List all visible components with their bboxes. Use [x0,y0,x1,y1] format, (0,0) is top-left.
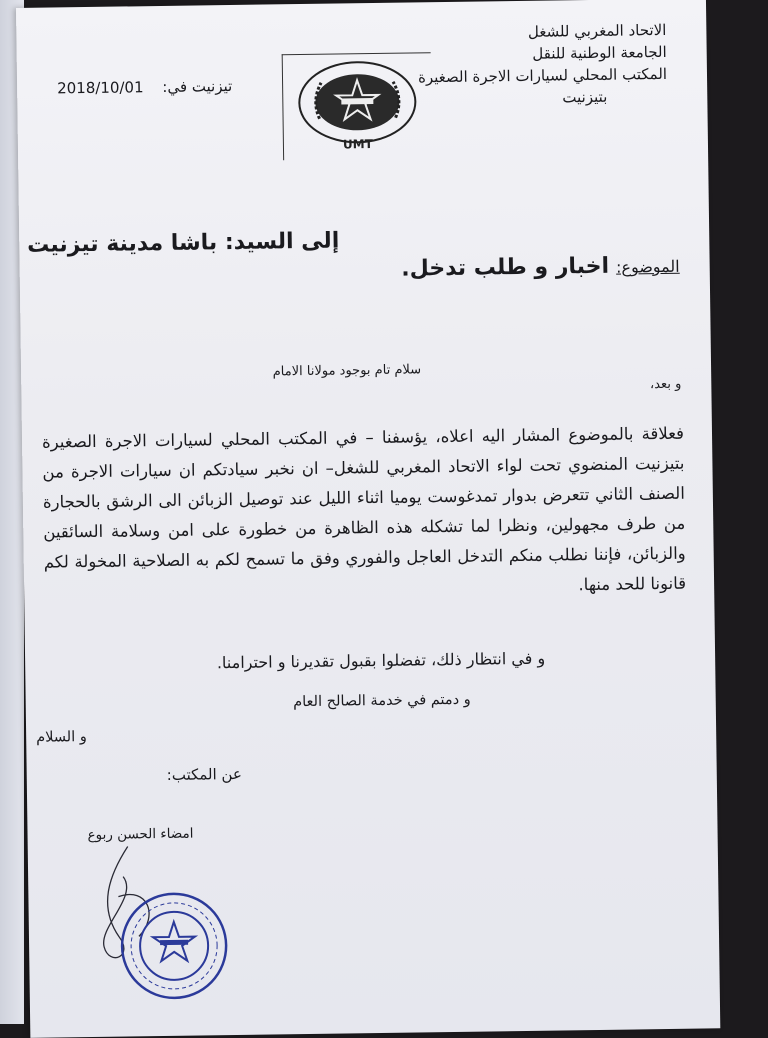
logo-initials: UMT [342,137,373,152]
umt-logo-icon [291,59,424,153]
letterhead-line-1: الاتحاد المغربي للشغل [527,20,667,41]
subject-line [401,253,680,282]
signature-label: امضاء الحسن ربوع [87,825,194,844]
salutation: و بعد، [649,376,682,393]
date-value: 2018/10/01 [57,78,144,98]
letterhead [417,19,667,110]
date-line [57,77,232,97]
official-stamp-icon [88,835,250,1007]
letter-page [16,0,720,1038]
greeting: سلام تام بوجود مولانا الامام [272,362,422,380]
letterhead-line-3: المكتب المحلي لسيارات الاجرة الصغيرة [417,64,668,87]
date-label: تيزنيت في: [162,76,233,96]
letterhead-line-4: بتيزنيت [562,87,608,107]
wassalam: و السلام [36,729,87,746]
closing-line-2: و دمتم في خدمة الصالح العام [293,691,471,711]
subject-label: الموضوع: [615,256,680,277]
subject-value: اخبار و طلب تدخل. [401,253,610,282]
logo-frame [282,52,432,160]
letter-body: فعلاقة بالموضوع المشار اليه اعلاه، يؤسفنا – في المكتب المحلي لسيارات الاجرة الصغيرة بتيزنيت المنضوي تحت لواء الاتحاد المغربي للشغل– ان نخبر سيادتكم ان سيارات الاجرة من الصنف الثاني تتعرض بدوار تمدغوست يوميا اثناء الليل عند توصيل الزبائن الى الرشق بالحجارة من طرف مجهولين، ونظرا لما تشكله هذه الظاهرة من خطورة على امن وسلامة السائقين والزبائن، فإننا نطلب منكم التدخل العاجل والفوري وفق ما تسمح لكم به الصلاحية المخولة لكم قانونا للحد منها. [41,423,687,595]
letterhead-line-2: الجامعة الوطنية للنقل [532,42,667,63]
handwritten-signature [102,846,149,958]
closing-line-1: و في انتظار ذلك، تفضلوا بقبول تقديرنا و احترامنا. [216,648,546,673]
office-signoff: عن المكتب: [166,764,242,784]
addressee: إلى السيد: باشا مدينة تيزنيت [26,228,340,258]
